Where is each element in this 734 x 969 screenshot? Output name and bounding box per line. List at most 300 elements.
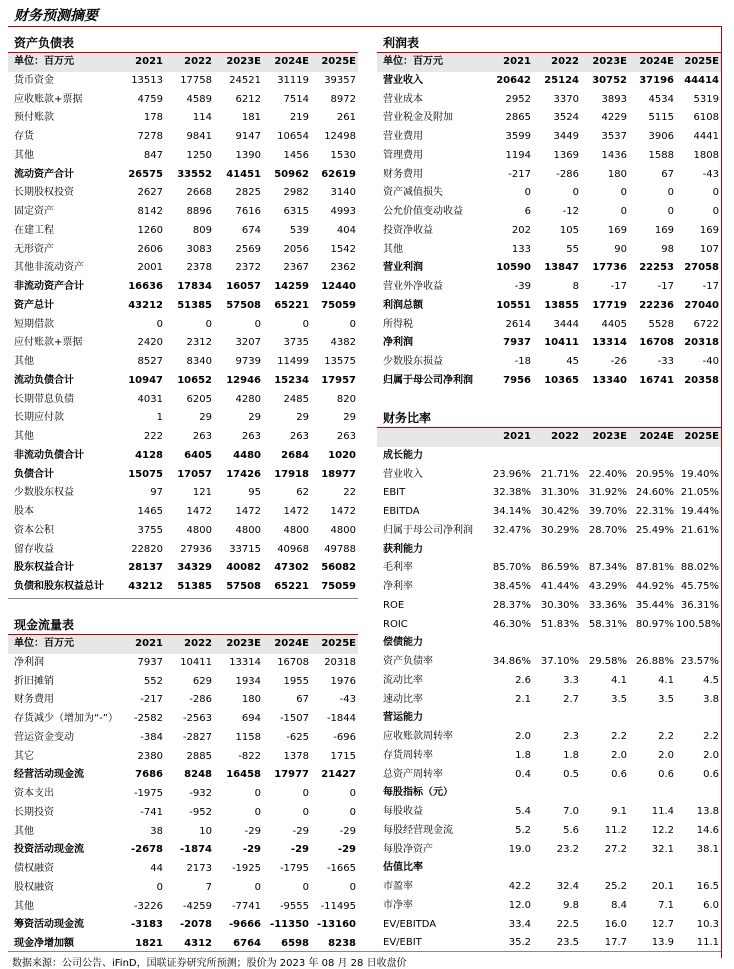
ratios-row: [377, 822, 721, 841]
ratios-row: [377, 897, 721, 916]
value-cell: 12.7: [651, 918, 674, 930]
value-cell: 7514: [283, 93, 309, 105]
row-label: 其他非流动资产: [14, 262, 84, 274]
value-cell: 169: [654, 224, 674, 236]
value-cell: 1194: [505, 149, 531, 161]
row-label: 货币资金: [14, 74, 54, 86]
value-cell: 7.0: [563, 806, 579, 817]
value-cell: 33715: [229, 543, 261, 555]
row-label: 股本: [14, 506, 34, 517]
balance-sheet-row: [8, 259, 358, 278]
value-cell: 1158: [235, 731, 261, 743]
value-cell: -1795: [279, 863, 309, 874]
row-label: 其他: [14, 900, 34, 912]
value-cell: 6108: [693, 112, 719, 124]
balance-sheet-table: [8, 53, 358, 597]
value-cell: 2367: [283, 262, 309, 274]
income-statement-row: [377, 372, 721, 391]
income-statement-row: [377, 241, 721, 260]
row-label: 估值比率: [383, 862, 423, 874]
value-cell: 44414: [684, 74, 719, 86]
row-label: 净利率: [383, 581, 413, 592]
value-cell: 98: [661, 243, 674, 255]
value-cell: [533, 784, 581, 803]
value-cell: -822: [238, 750, 261, 762]
value-cell: -39: [514, 281, 531, 292]
value-cell: 29.58%: [588, 656, 627, 667]
value-cell: 37.10%: [540, 656, 579, 667]
value-cell: 3735: [283, 337, 309, 349]
value-cell: 29: [199, 412, 212, 424]
cash-flow-header-row: [8, 635, 358, 654]
value-cell: 10652: [177, 374, 212, 386]
balance-sheet-row: [8, 522, 358, 541]
value-cell: 31.30%: [540, 487, 579, 499]
row-label: ROE: [383, 599, 405, 611]
row-label: EV/EBITDA: [383, 918, 437, 930]
value-cell: 10411: [544, 337, 579, 349]
cash-flow-row: [8, 804, 358, 823]
value-cell: -2678: [131, 844, 163, 856]
row-label: 少数股东权益: [14, 487, 74, 499]
value-cell: 0.6: [703, 768, 719, 780]
cash-flow-row: [8, 879, 358, 898]
value-cell: 1472: [283, 506, 309, 517]
balance-sheet-row: [8, 316, 358, 335]
value-cell: [581, 634, 629, 653]
value-cell: 2.2: [658, 731, 674, 742]
value-cell: 2.0: [703, 749, 719, 761]
income-statement-row: [377, 166, 721, 185]
value-cell: 4280: [235, 393, 261, 405]
ratios-row: [377, 878, 721, 897]
value-cell: 17834: [177, 281, 212, 292]
year-header: 2023E: [581, 428, 629, 447]
value-cell: [485, 709, 533, 728]
row-label: 其他: [383, 243, 403, 255]
value-cell: 3449: [553, 131, 579, 142]
row-label: 管理费用: [383, 149, 423, 161]
value-cell: -1874: [180, 844, 212, 856]
value-cell: 263: [289, 431, 309, 442]
right-border: [721, 26, 722, 958]
value-cell: 12498: [324, 131, 356, 142]
value-cell: 3.5: [658, 693, 674, 705]
value-cell: 2668: [186, 187, 212, 199]
balance-sheet-row: [8, 541, 358, 560]
row-label: 净利润: [14, 656, 44, 668]
value-cell: 80.97%: [635, 618, 674, 630]
value-cell: 0: [620, 187, 627, 199]
value-cell: 29: [343, 412, 356, 424]
value-cell: 4031: [137, 393, 163, 405]
value-cell: 17736: [592, 262, 627, 274]
value-cell: [676, 447, 721, 466]
value-cell: 2684: [281, 449, 309, 461]
value-cell: -952: [189, 806, 212, 818]
value-cell: 1472: [235, 506, 261, 517]
row-label: 营业费用: [383, 131, 423, 142]
value-cell: 23.96%: [492, 468, 531, 480]
row-label: 长期股权投资: [14, 187, 74, 199]
value-cell: 10365: [544, 374, 579, 386]
row-label: EBIT: [383, 487, 406, 499]
year-header: 2022: [533, 53, 581, 72]
balance-sheet-row: [8, 203, 358, 222]
row-label: EV/EBIT: [383, 937, 422, 949]
row-label: 其它: [14, 750, 34, 762]
value-cell: 3524: [553, 112, 579, 124]
value-cell: 6405: [184, 449, 212, 461]
row-label: 在建工程: [14, 224, 54, 236]
value-cell: 0: [524, 187, 531, 199]
value-cell: 21.05%: [680, 487, 719, 499]
row-label: 公允价值变动收益: [383, 206, 463, 217]
value-cell: 95: [248, 487, 261, 499]
value-cell: [676, 859, 721, 878]
row-label: 营业收入: [383, 74, 423, 86]
value-cell: 3893: [601, 93, 627, 105]
cash-flow-row: [8, 766, 358, 785]
value-cell: 539: [289, 224, 309, 236]
value-cell: -7741: [231, 900, 261, 912]
value-cell: 0: [302, 788, 309, 799]
value-cell: 1456: [283, 149, 309, 161]
value-cell: 26575: [128, 168, 163, 180]
value-cell: 25124: [544, 74, 579, 86]
balance-sheet-row: [8, 278, 358, 297]
year-header: 2024E: [629, 428, 676, 447]
year-header: 2024E: [263, 635, 311, 654]
value-cell: 16741: [639, 374, 674, 386]
value-cell: 30.30%: [540, 599, 579, 611]
value-cell: 0: [302, 318, 309, 330]
year-header: 2023E: [581, 53, 629, 72]
balance-sheet-row: [8, 241, 358, 260]
value-cell: 178: [143, 112, 163, 124]
year-header: 2023E: [214, 635, 263, 654]
value-cell: 1542: [330, 243, 356, 255]
value-cell: 1934: [235, 675, 261, 687]
value-cell: 1378: [283, 750, 309, 762]
row-label: 应收账款周转率: [383, 731, 453, 742]
value-cell: [581, 447, 629, 466]
value-cell: 29: [248, 412, 261, 424]
ratios-row: [377, 503, 721, 522]
section-heading-row: [377, 634, 721, 653]
row-label: 财务费用: [383, 168, 423, 180]
income-statement-row: [377, 184, 721, 203]
section-heading-row: [377, 541, 721, 560]
value-cell: 0: [254, 318, 261, 330]
value-cell: 11499: [277, 356, 309, 367]
value-cell: 0: [667, 206, 674, 217]
value-cell: -29: [292, 825, 309, 837]
row-label: 营业税金及附加: [383, 112, 453, 124]
value-cell: 4800: [330, 524, 356, 536]
value-cell: 8527: [137, 356, 163, 367]
value-cell: -2827: [182, 731, 212, 743]
row-label: 应付账款+票据: [14, 337, 83, 349]
value-cell: 13847: [544, 262, 579, 274]
value-cell: 24521: [229, 74, 261, 86]
value-cell: -1844: [326, 713, 356, 724]
ratios-table: [377, 428, 721, 953]
value-cell: 40968: [277, 543, 309, 555]
value-cell: 9147: [235, 131, 261, 142]
row-label: 成长能力: [383, 449, 423, 461]
value-cell: -29: [242, 844, 261, 856]
value-cell: [629, 541, 676, 560]
row-label: 总资产周转率: [383, 768, 443, 780]
value-cell: 5.4: [515, 806, 531, 817]
value-cell: 17977: [274, 769, 309, 781]
value-cell: 3.8: [703, 693, 719, 705]
value-cell: 34.14%: [492, 506, 531, 517]
value-cell: 34329: [177, 562, 212, 574]
row-label: 长期投资: [14, 806, 54, 818]
value-cell: 2606: [137, 243, 163, 255]
value-cell: 2.7: [563, 693, 579, 705]
value-cell: 28.37%: [492, 599, 531, 611]
value-cell: 56082: [321, 562, 356, 574]
balance-sheet-bottom-rule: [8, 598, 358, 599]
value-cell: 16708: [639, 337, 674, 349]
value-cell: [485, 634, 533, 653]
year-header: 2021: [114, 635, 165, 654]
ratios-row: [377, 747, 721, 766]
balance-sheet-row: [8, 578, 358, 597]
value-cell: 27936: [180, 543, 212, 555]
value-cell: 1821: [135, 938, 163, 949]
value-cell: 17719: [592, 299, 627, 311]
row-label: 每股收益: [383, 806, 423, 817]
value-cell: 33552: [177, 168, 212, 180]
row-label: 存货周转率: [383, 749, 433, 761]
value-cell: 4534: [648, 93, 674, 105]
value-cell: 67: [661, 168, 674, 180]
row-label: 其他: [14, 825, 34, 837]
value-cell: 18977: [321, 468, 356, 480]
income-statement-row: [377, 147, 721, 166]
unit-label: 单位：百万元: [8, 635, 114, 654]
value-cell: -2078: [180, 919, 212, 931]
balance-sheet-row: [8, 559, 358, 578]
value-cell: -2563: [182, 713, 212, 724]
value-cell: 169: [699, 224, 719, 236]
row-label: 债权融资: [14, 863, 54, 874]
value-cell: 3537: [601, 131, 627, 142]
income-statement-row: [377, 259, 721, 278]
value-cell: 10654: [277, 131, 309, 142]
value-cell: 36.31%: [680, 599, 719, 611]
value-cell: -1975: [133, 788, 163, 799]
value-cell: 202: [511, 224, 531, 236]
year-header: 2024E: [263, 53, 311, 72]
value-cell: 9.8: [563, 899, 579, 911]
balance-sheet-header-row: [8, 53, 358, 72]
income-statement-row: [377, 334, 721, 353]
value-cell: 0: [667, 187, 674, 199]
value-cell: 10947: [128, 374, 163, 386]
value-cell: 20318: [324, 656, 356, 668]
value-cell: 85.70%: [492, 562, 531, 574]
balance-sheet-row: [8, 334, 358, 353]
value-cell: 2420: [137, 337, 163, 349]
value-cell: 10590: [496, 262, 531, 274]
year-header: 2022: [165, 635, 214, 654]
value-cell: 38.45%: [492, 581, 531, 592]
cash-flow-row: [8, 823, 358, 842]
value-cell: 107: [699, 243, 719, 255]
value-cell: [485, 784, 533, 803]
value-cell: -33: [657, 356, 674, 367]
value-cell: 263: [192, 431, 212, 442]
value-cell: 13314: [229, 656, 261, 668]
value-cell: 35.44%: [635, 599, 674, 611]
row-label: 固定资产: [14, 206, 54, 217]
value-cell: 1808: [693, 149, 719, 161]
value-cell: 27058: [684, 262, 719, 274]
value-cell: 13.9: [651, 937, 674, 949]
value-cell: 809: [192, 224, 212, 236]
value-cell: 8.4: [611, 899, 627, 911]
value-cell: 40082: [226, 562, 261, 574]
row-label: 营业成本: [383, 93, 423, 105]
value-cell: 4128: [135, 449, 163, 461]
ratios-row: [377, 484, 721, 503]
balance-sheet-row: [8, 484, 358, 503]
value-cell: -1925: [231, 863, 261, 874]
balance-sheet-row: [8, 184, 358, 203]
balance-sheet-row: [8, 466, 358, 485]
value-cell: 9739: [235, 356, 261, 367]
value-cell: -17: [702, 281, 719, 292]
value-cell: 14.6: [696, 824, 719, 836]
row-label: 长期应付款: [14, 412, 64, 424]
value-cell: 51385: [177, 299, 212, 311]
value-cell: 15075: [128, 468, 163, 480]
row-label: 负债和股东权益总计: [14, 581, 104, 592]
value-cell: 14259: [274, 281, 309, 292]
value-cell: 23.5: [556, 937, 579, 949]
balance-sheet-row: [8, 147, 358, 166]
ratios-row: [377, 653, 721, 672]
row-label: 流动资产合计: [14, 168, 74, 180]
row-label: 净利润: [383, 337, 413, 349]
row-label: 存货: [14, 131, 34, 142]
value-cell: 21427: [321, 769, 356, 781]
ratios-row: [377, 466, 721, 485]
value-cell: 7956: [503, 374, 531, 386]
value-cell: 46.30%: [492, 618, 531, 630]
value-cell: 33.4: [508, 918, 531, 930]
balance-sheet-row: [8, 128, 358, 147]
row-label: 偿债能力: [383, 637, 423, 649]
ratios-row: [377, 578, 721, 597]
footer-rule: [8, 951, 721, 952]
year-header: 2021: [485, 428, 533, 447]
row-label: 所得税: [383, 318, 413, 330]
cash-flow-row: [8, 748, 358, 767]
income-statement-row: [377, 203, 721, 222]
row-label: 每股净资产: [383, 843, 433, 855]
value-cell: 1436: [601, 149, 627, 161]
year-header: 2021: [114, 53, 165, 72]
source-note: 数据来源：公司公告、iFinD，国联证券研究所预测；股价为 2023 年 08 月 28 日收盘价: [12, 958, 407, 969]
row-label: EBITDA: [383, 506, 420, 517]
value-cell: 3.5: [611, 693, 627, 705]
value-cell: 28137: [128, 562, 163, 574]
value-cell: 41451: [226, 168, 261, 180]
value-cell: 31119: [277, 74, 309, 86]
value-cell: -18: [514, 356, 531, 367]
value-cell: [485, 447, 533, 466]
value-cell: [533, 859, 581, 878]
row-label: 长期带息负债: [14, 393, 74, 405]
value-cell: -29: [290, 844, 309, 856]
row-label: 速动比率: [383, 693, 423, 705]
ratios-row: [377, 916, 721, 935]
value-cell: 9841: [186, 131, 212, 142]
value-cell: 0: [712, 187, 719, 199]
value-cell: -11350: [270, 919, 309, 931]
income-statement-row: [377, 128, 721, 147]
value-cell: 22: [343, 487, 356, 499]
row-label: 利润总额: [383, 299, 423, 311]
value-cell: 6764: [233, 938, 261, 949]
value-cell: 261: [336, 112, 356, 124]
value-cell: 1: [156, 412, 163, 424]
value-cell: 4589: [186, 93, 212, 105]
value-cell: 16057: [226, 281, 261, 292]
value-cell: -43: [702, 168, 719, 180]
value-cell: 9.1: [611, 806, 627, 817]
row-label: 毛利率: [383, 562, 413, 574]
ratios-header-row: [377, 428, 721, 447]
value-cell: 6598: [281, 938, 309, 949]
value-cell: -17: [610, 281, 627, 292]
value-cell: -29: [337, 844, 356, 856]
value-cell: 33.36%: [588, 599, 627, 611]
cash-flow-row: [8, 916, 358, 935]
value-cell: 1472: [330, 506, 356, 517]
value-cell: 19.40%: [680, 468, 719, 480]
value-cell: 38.1: [696, 843, 719, 855]
value-cell: 0.6: [658, 768, 674, 780]
value-cell: 4.5: [703, 674, 719, 686]
row-label: 负债合计: [14, 468, 54, 480]
value-cell: 6.0: [703, 899, 719, 911]
value-cell: [485, 859, 533, 878]
value-cell: 180: [607, 168, 627, 180]
value-cell: [581, 859, 629, 878]
row-label: 短期借款: [14, 318, 54, 330]
value-cell: [676, 709, 721, 728]
balance-sheet-row: [8, 72, 358, 91]
value-cell: 847: [143, 149, 163, 161]
value-cell: 0.5: [563, 768, 579, 780]
value-cell: 57508: [226, 581, 261, 592]
value-cell: 2865: [505, 112, 531, 124]
value-cell: 16708: [277, 656, 309, 668]
value-cell: 4405: [601, 318, 627, 330]
value-cell: 43212: [128, 299, 163, 311]
value-cell: 58.31%: [588, 618, 627, 630]
balance-sheet-row: [8, 91, 358, 110]
section-heading-row: [377, 709, 721, 728]
row-label: 折旧摊销: [14, 675, 54, 687]
